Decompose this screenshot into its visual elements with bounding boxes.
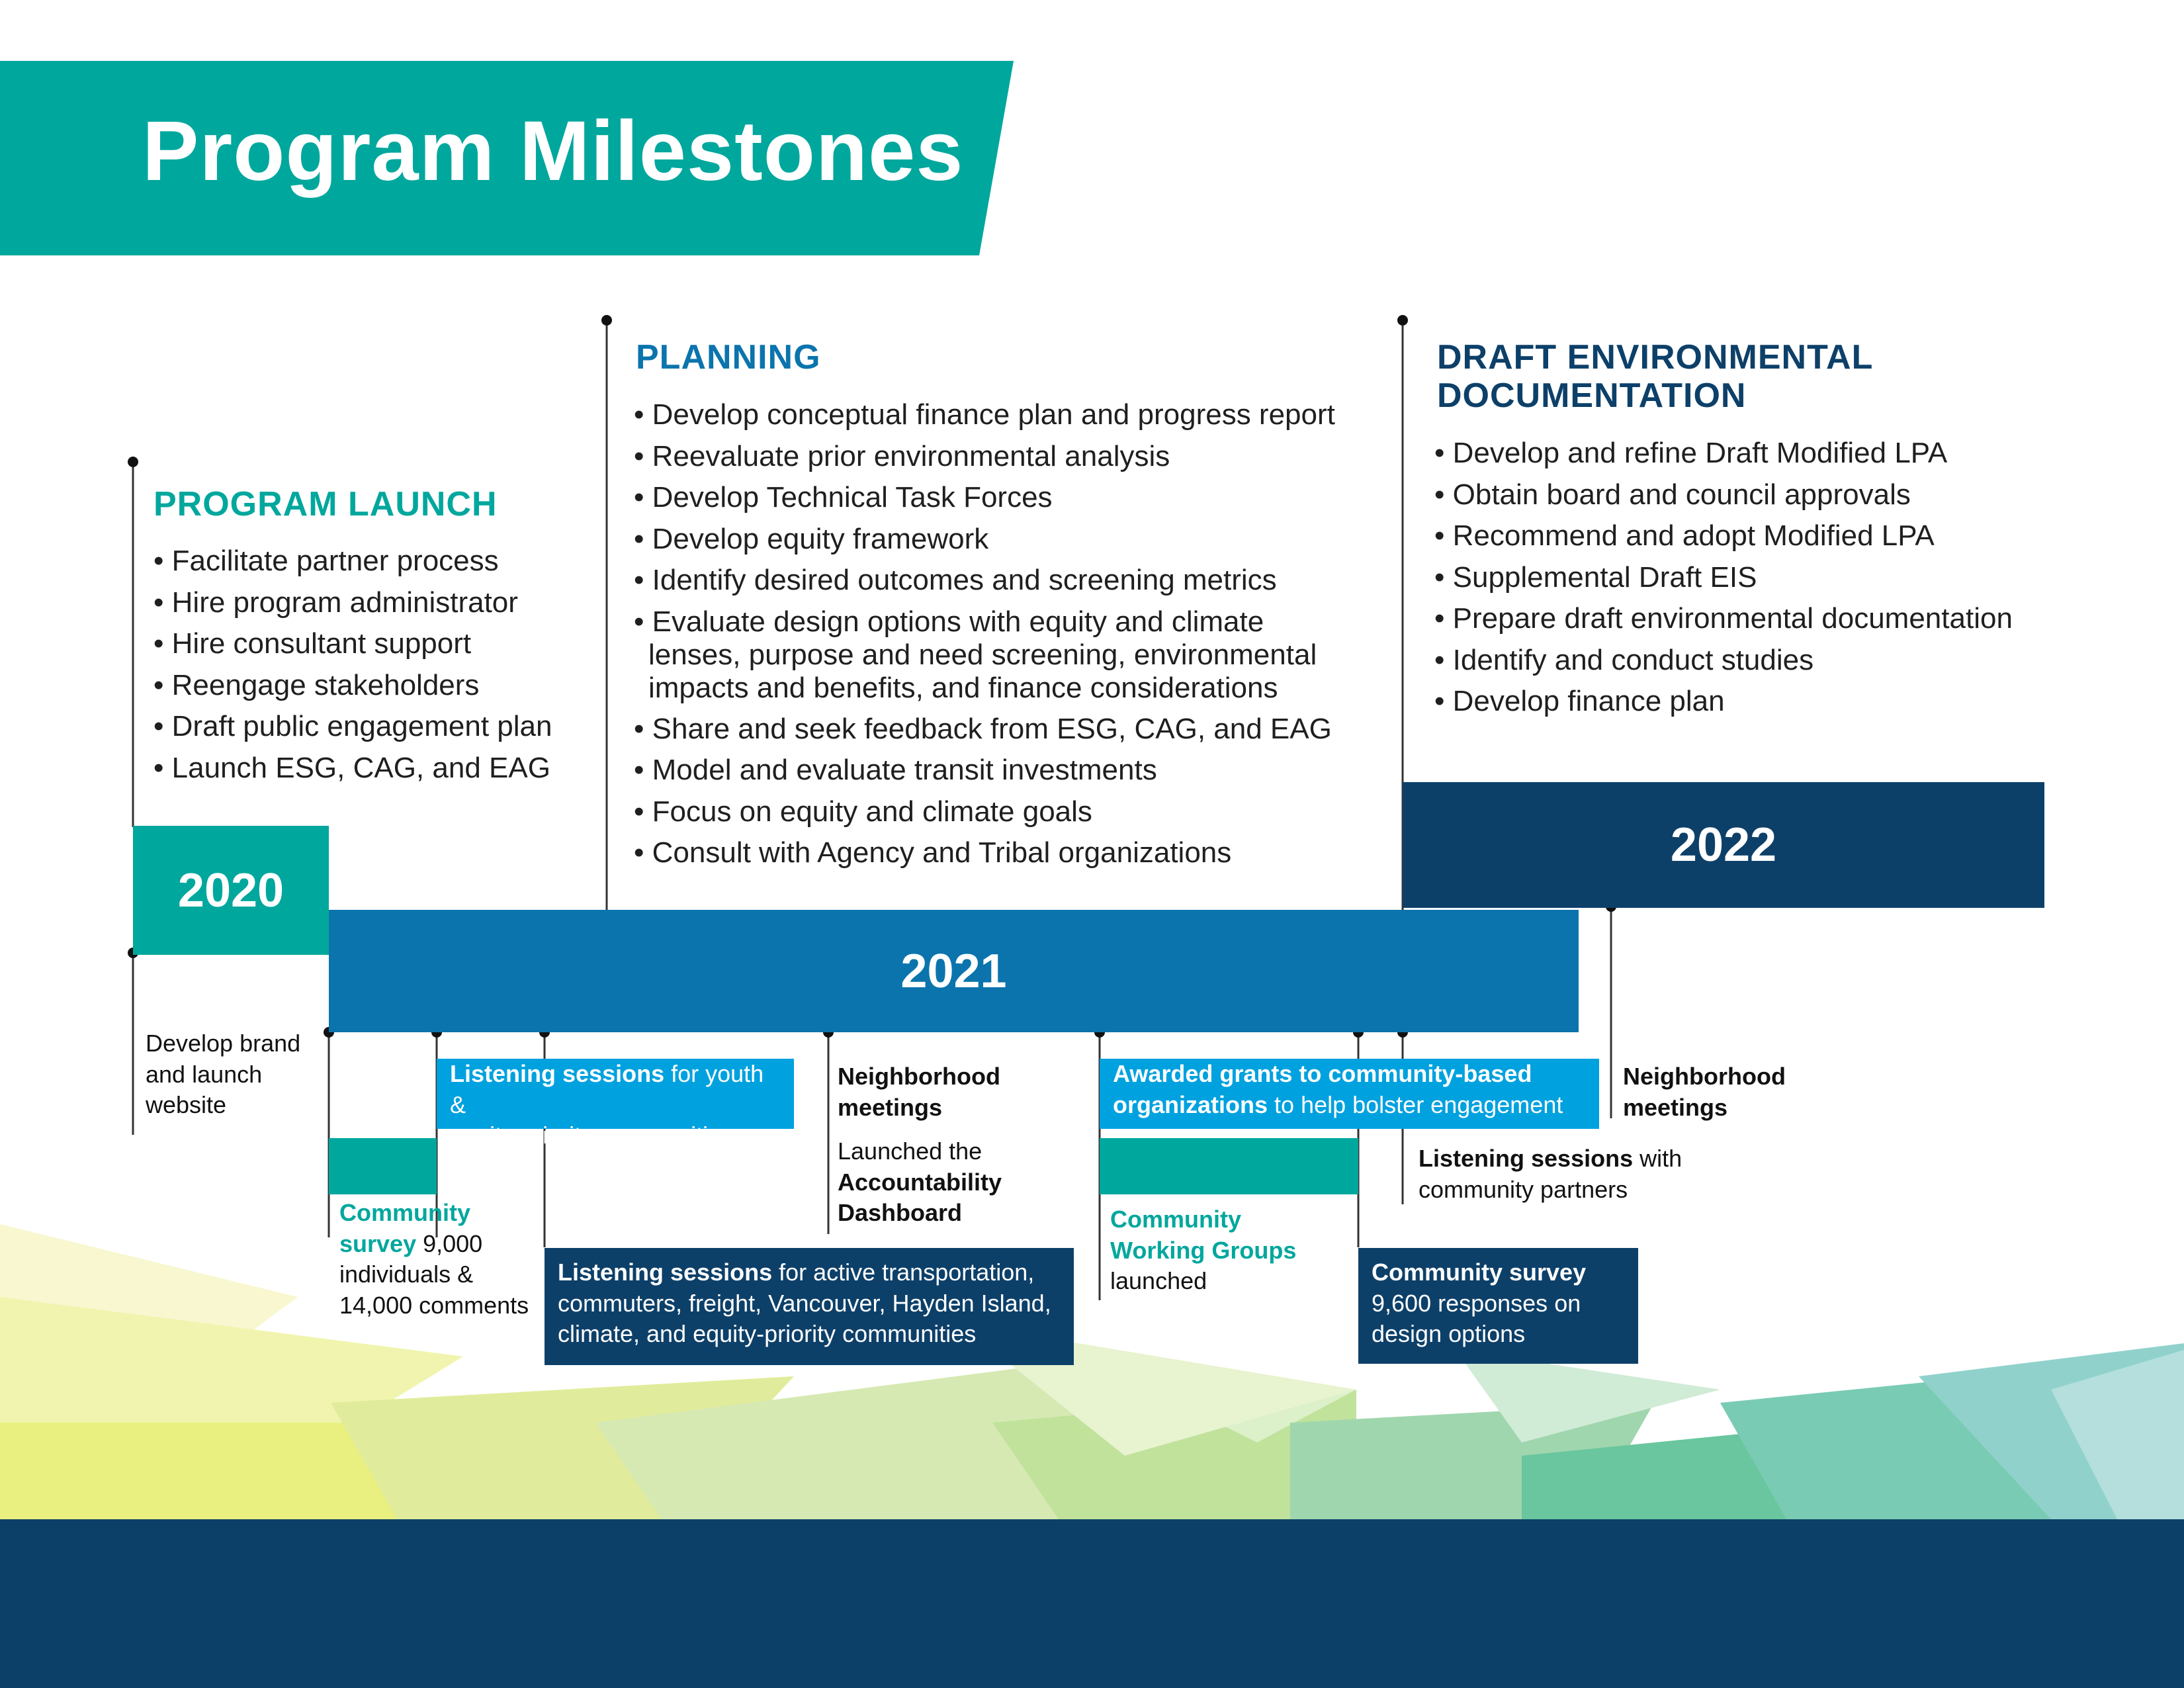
event-listening-partners: Listening sessions with community partners [1419, 1145, 1682, 1203]
event-neighborhood-meetings-1: Neighborhood meetings [838, 1063, 1000, 1121]
working-groups-bar [1100, 1138, 1358, 1194]
survey1-bar [329, 1138, 437, 1194]
event-awarded-grants: Awarded grants to community-based organizations to help bolster engagement [1100, 1059, 1599, 1129]
list-item: • Reengage stakeholders [153, 668, 480, 701]
decorative-landscape [0, 1224, 2184, 1519]
list-item: • Hire program administrator [153, 586, 518, 619]
list-item: • Supplemental Draft EIS [1434, 560, 1757, 594]
list-item: • Develop finance plan [1434, 685, 1725, 717]
event-community-survey-2: Community survey 9,600 responses on design options [1358, 1248, 1638, 1364]
list-item: • Recommend and adopt Modified LPA [1434, 519, 1935, 552]
draft-env-heading: DRAFT ENVIRONMENTAL DOCUMENTATION [1437, 338, 1874, 416]
list-item: • Facilitate partner process [153, 545, 499, 577]
list-item: • Reevaluate prior environmental analysis [634, 439, 1170, 472]
list-item: • Identify and conduct studies [1434, 643, 1814, 676]
planning-heading: PLANNING [636, 338, 821, 377]
event-community-survey-1: Community survey 9,000 individuals & 14,000 comments [339, 1199, 529, 1319]
event-working-groups: Community Working Groups launched [1110, 1206, 1297, 1294]
event-listening-youth: Listening sessions for youth & equity-priority communities [437, 1059, 794, 1129]
list-item: • Develop equity framework [634, 522, 989, 555]
event-listening-active: Listening sessions for active transportation, commuters, freight, Vancouver, Hayden Island, climate, and equity-priority communities [545, 1248, 1074, 1365]
event-accountability-dashboard: Launched the Accountability Dashboard [838, 1137, 1002, 1226]
list-item: • Develop conceptual finance plan and progress report [634, 398, 1335, 431]
list-item: • Launch ESG, CAG, and EAG [153, 751, 550, 784]
footer-band [0, 1519, 2184, 1688]
event-brand-website: Develop brand and launch website [146, 1030, 301, 1118]
program-launch-list [153, 541, 552, 789]
year-2022-bar: 2022 [1403, 782, 2044, 908]
list-item: • Evaluate design options with equity and climate lenses, purpose and need screening, environmental impacts and benefits, and finance considerations [634, 605, 1317, 704]
list-item: • Develop and refine Draft Modified LPA [1434, 437, 1948, 469]
program-launch-heading: PROGRAM LAUNCH [153, 485, 498, 523]
list-item: • Obtain board and council approvals [1434, 478, 1911, 511]
draft-env-list [1434, 433, 2013, 723]
list-item: • Share and seek feedback from ESG, CAG, and EAG [634, 712, 1332, 745]
list-item: • Model and evaluate transit investments [634, 754, 1157, 786]
page-title: Program Milestones [142, 104, 964, 199]
list-item: • Consult with Agency and Tribal organizations [634, 836, 1232, 869]
list-item: • Develop Technical Task Forces [634, 481, 1053, 513]
list-item: • Identify desired outcomes and screening metrics [634, 564, 1277, 596]
planning-list [634, 394, 1335, 874]
year-2020-bar: 2020 [133, 826, 329, 955]
year-2021-bar: 2021 [329, 910, 1579, 1032]
list-item: • Draft public engagement plan [153, 710, 552, 742]
event-neighborhood-meetings-2: Neighborhood meetings [1623, 1063, 1786, 1121]
list-item: • Focus on equity and climate goals [634, 795, 1092, 828]
list-item: • Hire consultant support [153, 627, 472, 660]
list-item: • Prepare draft environmental documentation [1434, 602, 2013, 635]
